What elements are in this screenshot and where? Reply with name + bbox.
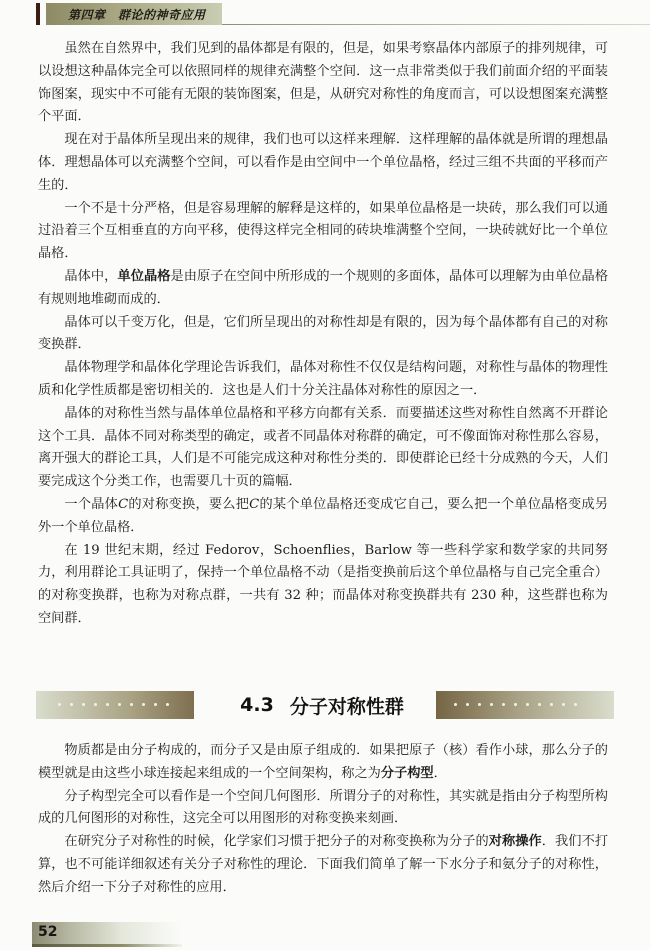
heading-bar-left [36, 691, 194, 719]
chapter-title: 第四章 群论的神奇应用 [68, 8, 206, 22]
paragraph [38, 129, 608, 197]
page-footer [32, 922, 182, 946]
text-run: ． [433, 765, 447, 781]
text-run: 在 19 世纪末期，经过 Fedorov，Schoenflies，Barlow 等一些科学家和数学家的共同努力，利用群论工具证明了，保持一个单位晶格不动（是指变换前后这个单位晶格与自己完全重合）的对称变换群，也称为对称点群，一共有 32 种；而晶体对称变换群共有 230 种，这些群也称为空间群． [38, 542, 608, 626]
text-run: 在研究分子对称性的时候，化学家们习惯于把分子的对称变换称为分子的 [64, 834, 489, 850]
header-rule [222, 24, 650, 25]
text-run: 物质都是由分子构成的，而分子又是由原子组成的．如果把原子（核）看作小球，那么分子的模型就是由这些小球连接起来组成的一个空间架构，称之为 [38, 743, 608, 781]
text-run: 晶体物理学和晶体化学理论告诉我们，晶体对称性不仅仅是结构问题，对称性与晶体的物理性质和化学性质都是密切相关的．这也是人们十分关注晶体对称性的原因之一． [38, 360, 608, 398]
text-run: 晶体可以千变万化，但是，它们所呈现出的对称性却是有限的，因为每个晶体都有自己的对称变换群． [38, 314, 608, 353]
heading-bar-right [436, 691, 614, 719]
paragraph [38, 38, 608, 129]
page-number: 52 [38, 924, 58, 940]
math-variable: C [249, 496, 260, 512]
paragraph [38, 357, 608, 403]
paragraph [38, 312, 608, 358]
paragraph [38, 266, 608, 312]
text-run: 的对称变换，要么把 [128, 496, 250, 512]
text-run: 虽然在自然界中，我们见到的晶体都是有限的，但是，如果考察晶体内部原子的排列规律，可以设想这种晶体完全可以依照同样的规律充满整个空间．这一点非常类似于我们前面介绍的平面装饰图案，现实中不可能有无限的装饰图案，但是，从研究对称性的角度而言，可以设想图案充满整个平面． [38, 41, 608, 125]
text-run: 晶体中， [64, 268, 118, 284]
section-crystal-text [38, 38, 608, 631]
term-unit-cell: 单位晶格 [117, 268, 171, 284]
math-variable: C [118, 496, 129, 512]
paragraph [38, 740, 608, 786]
text-run: 是由原子在空间中所形成的一个规则的多面体，晶体可以理解为由单位晶格有规则地堆砌而成的． [38, 268, 609, 307]
section-title: 分子对称性群 [289, 695, 404, 718]
text-run: 一个晶体 [64, 496, 119, 512]
decorative-dots [454, 703, 577, 707]
footer-rule [32, 944, 182, 947]
text-run: 一个不是十分严格，但是容易理解的解释是这样的，如果单位晶格是一块砖，那么我们可以通过沿着三个互相垂直的方向平移，使得这样完全相同的砖块堆满整个空间，一块砖就好比一个单位晶格． [38, 200, 608, 262]
paragraph [38, 831, 608, 899]
text-run: ．我们不打算，也不可能详细叙述有关分子对称性的理论．下面我们简单了解一下水分子和氨分子的对称性，然后介绍一下分子对称性的应用． [38, 834, 609, 895]
decorative-dots [58, 703, 169, 707]
text-run: 晶体的对称性当然与晶体单位晶格和平移方向都有关系．而要描述这些对称性自然离不开群论这个工具．晶体不同对称类型的确定，或者不同晶体对称群的确定，可不像面饰对称性那么容易，离开强大的群论工具，人们是不可能完成这种对称性分类的．即使群论已经十分成熟的今天，人们要完成这个分类工作，也需要几十页的篇幅． [38, 405, 608, 490]
text-run: 分子构型完全可以看作是一个空间几何图形．所谓分子的对称性，其实就是指由分子构型所构成的几何图形的对称性，这完全可以用图形的对称变换来刻画． [38, 788, 608, 827]
section-heading-bar [36, 691, 614, 719]
section-number: 4.3 [240, 694, 274, 716]
header-tab [46, 3, 222, 25]
paragraph [38, 786, 608, 832]
paragraph [38, 494, 608, 540]
section-heading [212, 691, 432, 719]
header-marker [36, 3, 40, 25]
paragraph [38, 403, 608, 494]
text-run: 现在对于晶体所呈现出来的规律，我们也可以这样来理解．这样理解的晶体就是所谓的理想晶体．理想晶体可以充满整个空间，可以看作是由空间中一个单位晶格，经过三组不共面的平移而产生的． [38, 132, 608, 193]
text-run: 的某个单位晶格还变成它自己，要么把一个单位晶格变成另外一个单位晶格． [38, 496, 609, 535]
section-molecule-text [38, 740, 608, 900]
term-molecular-configuration: 分子构型 [380, 765, 434, 781]
footer-tab [32, 922, 182, 944]
term-symmetry-operation: 对称操作 [488, 834, 542, 850]
paragraph [38, 540, 608, 631]
paragraph [38, 198, 608, 266]
chapter-header [36, 3, 650, 25]
